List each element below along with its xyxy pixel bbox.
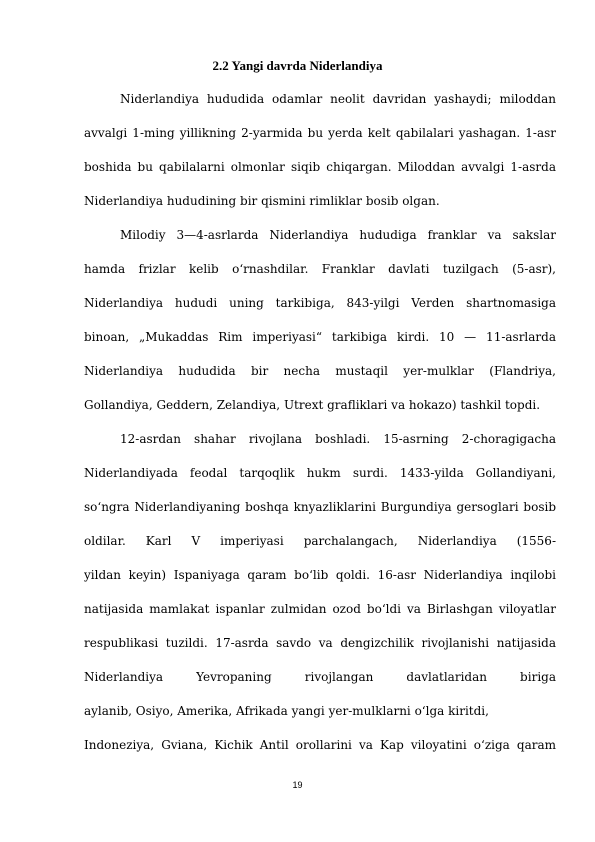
text-line: boshida bu qabilalarni olmonlar siqib chiqargan. Miloddan avvalgi 1-asrda xyxy=(84,160,556,174)
text-line: 12-asrdan shahar rivojlana boshladi. 15-asrning 2-choragigacha xyxy=(120,432,556,446)
text-line: hamda frizlar kelib oʻrnashdilar. Franklar davlati tuzilgach (5-asr), xyxy=(84,262,556,276)
text-line: Niderlandiya hududining bir qismini rimliklar bosib olgan. xyxy=(84,194,440,208)
text-line: soʻngra Niderlandiyaning boshqa knyazliklarini Burgundiya gersoglari bosib xyxy=(84,500,556,514)
text-line: Indoneziya, Gviana, Kichik Antil orollarini va Kap viloyatini oʻziga qaram xyxy=(84,738,556,752)
text-line: avvalgi 1-ming yillikning 2-yarmida bu yerda kelt qabilalari yashagan. 1-asr xyxy=(84,126,556,140)
text-line: Niderlandiyada feodal tarqoqlik hukm surdi. 1433-yilda Gollandiyani, xyxy=(84,466,556,480)
text-line: yildan keyin) Ispaniyaga qaram boʻlib qoldi. 16-asr Niderlandiya inqilobi xyxy=(84,568,556,582)
text-line: Niderlandiya hududi uning tarkibiga, 843-yilgi Verden shartnomasiga xyxy=(84,296,556,310)
text-line: Milodiy 3—4-asrlarda Niderlandiya hududiga franklar va sakslar xyxy=(120,228,556,242)
text-line: Niderlandiya hududida odamlar neolit davridan yashaydi; miloddan xyxy=(120,92,556,106)
section-title: 2.2 Yangi davrda Niderlandiya xyxy=(212,58,383,73)
text-line: respublikasi tuzildi. 17-asrda savdo va dengizchilik rivojlanishi natijasida xyxy=(84,636,556,650)
text-line: binoan, „Mukaddas Rim imperiyasi“ tarkibiga kirdi. 10 — 11-asrlarda xyxy=(84,330,556,344)
text-line: Niderlandiya Yevropaning rivojlangan davlatlaridan biriga xyxy=(84,670,556,684)
text-line: natijasida mamlakat ispanlar zulmidan ozod boʻldi va Birlashgan viloyatlar xyxy=(84,602,556,616)
text-line: oldilar. Karl V imperiyasi parchalangach, Niderlandiya (1556- xyxy=(84,534,556,548)
text-line: aylanib, Osiyo, Amerika, Afrikada yangi yer-mulklarni oʻlga kiritdi, xyxy=(84,704,489,718)
text-line: Gollandiya, Geddern, Zelandiya, Utrext grafliklari va hokazo) tashkil topdi. xyxy=(84,398,541,412)
text-line: Niderlandiya hududida bir necha mustaqil yer-mulklar (Flandriya, xyxy=(84,364,556,378)
page-number: 19 xyxy=(292,780,303,790)
